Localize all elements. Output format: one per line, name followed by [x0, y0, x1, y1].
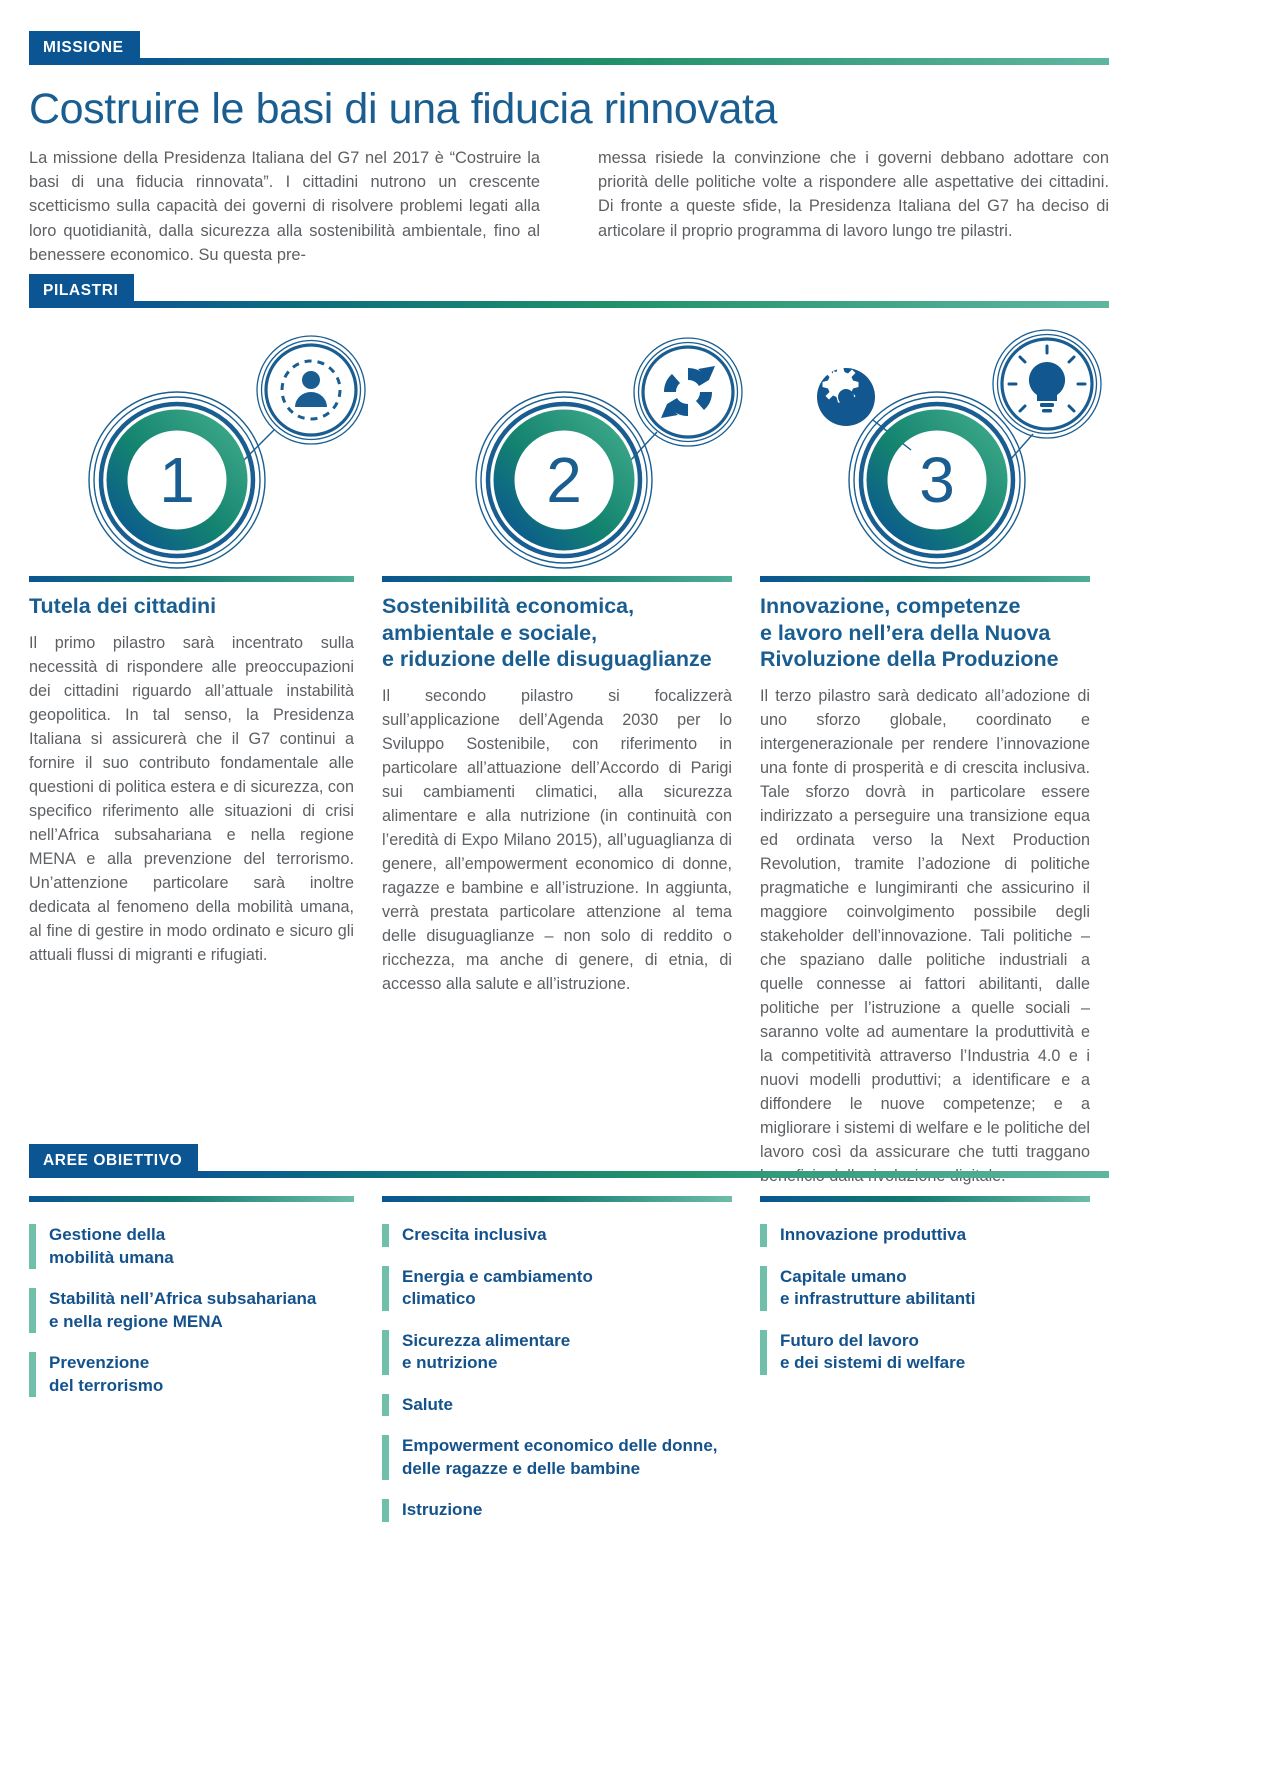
pillar-number-1: 1 [159, 444, 195, 516]
pillar-1-accent-bar [29, 576, 354, 582]
pillar-2-graphic [404, 322, 764, 572]
bullet-tick-icon [29, 1288, 36, 1333]
mission-section [29, 31, 1109, 267]
areas-2-accent-bar [382, 1196, 732, 1202]
pillar-3-accent-bar [760, 576, 1090, 582]
areas-column-3 [760, 1196, 1090, 1541]
bullet-tick-icon [382, 1266, 389, 1311]
recycle-arrows-icon [661, 366, 715, 418]
mission-section-header [29, 31, 1109, 65]
list-item[interactable] [382, 1499, 732, 1522]
person-icon-head [302, 371, 320, 389]
areas-1-accent-bar [29, 1196, 354, 1202]
pillar-badges [0, 322, 1280, 572]
pillar-2-title: Sostenibilità economica, ambientale e sociale, e riduzione delle disuguaglianze [382, 594, 712, 671]
bullet-tick-icon [382, 1435, 389, 1480]
area-label: Istruzione [402, 1500, 483, 1519]
pillar-1-body: Il primo pilastro sarà incentrato sulla necessità di rispondere alle preoccupazioni dei cittadini riguardo all’attuale instabilità geopolitica. In tal senso, la Presidenza Italiana si assicurerà che il G7 continui a fornire il suo contributo fondamentale alle questioni di politica estera e di sicurezza, con specifico riferimento alle situazioni di crisi nell’Africa subsahariana e nella regione MENA e alla prevenzione del terrorismo. Un’attenzione particolare sarà inoltre dedicata al fenomeno della mobilità umana, al fine di gestire in modo ordinato e sicuro gli attuali flussi di migranti e rifugiati. [29, 633, 354, 964]
list-item[interactable] [382, 1394, 732, 1417]
bullet-tick-icon [382, 1499, 389, 1522]
areas-column-2 [382, 1196, 732, 1541]
mission-tag: MISSIONE [29, 31, 140, 65]
pillars-header-row [29, 274, 1109, 308]
pillar-3-graphic [785, 322, 1145, 572]
pillars-tag: PILASTRI [29, 274, 134, 308]
mission-paragraph-left: La missione della Presidenza Italiana del G7 nel 2017 è “Costruire la basi di una fiducia rinnovata”. I cittadini nutrono un crescente scetticismo sulla capacità dei governi di risolvere problemi legati alla loro quotidianità, dalla sicurezza alla sostenibilità ambientale, fino al benessere economico. Su questa pre- [29, 149, 540, 264]
pillars-section-header [29, 274, 1109, 308]
areas-section-header [29, 1144, 1109, 1178]
area-label: Salute [402, 1394, 454, 1414]
list-item[interactable] [29, 1352, 354, 1397]
mission-columns [29, 146, 1109, 267]
pillar-badge-2 [404, 322, 764, 572]
pillar-3-title: Innovazione, competenze e lavoro nell’era della Nuova Rivoluzione della Produzione [760, 594, 1059, 671]
bullet-tick-icon [760, 1224, 767, 1247]
pillar-column-3 [760, 576, 1090, 1188]
list-item[interactable] [29, 1288, 354, 1333]
pillar-1-title: Tutela dei cittadini [29, 594, 217, 618]
pillar-badge-3 [785, 322, 1145, 572]
page-title: Costruire le basi di una fiducia rinnovata [29, 85, 778, 133]
list-item[interactable] [382, 1266, 732, 1311]
pillar-text-columns [29, 576, 1109, 1188]
bullet-tick-icon [382, 1224, 389, 1247]
list-item[interactable] [382, 1435, 732, 1480]
bullet-tick-icon [382, 1394, 389, 1417]
area-label: Futuro del lavoro e dei sistemi di welfare [780, 1330, 966, 1372]
areas-3-accent-bar [760, 1196, 1090, 1202]
bullet-tick-icon [382, 1330, 389, 1375]
list-item[interactable] [760, 1330, 1090, 1375]
list-item[interactable] [760, 1266, 1090, 1311]
areas-columns [29, 1196, 1109, 1541]
pillar-column-1 [29, 576, 354, 1188]
bullet-tick-icon [29, 1352, 36, 1397]
area-label: Empowerment economico delle donne, delle ragazze e delle bambine [402, 1436, 718, 1478]
pillar-number-3: 3 [919, 444, 955, 516]
area-label: Sicurezza alimentare e nutrizione [402, 1330, 571, 1372]
list-item[interactable] [760, 1224, 1090, 1247]
pillars-gradient-rule [134, 301, 1109, 308]
pillar-1-graphic [29, 322, 389, 572]
pillar-badge-1 [29, 322, 389, 572]
pillar-column-2 [382, 576, 732, 1188]
area-label: Crescita inclusiva [402, 1225, 547, 1244]
pillar-3-body: Il terzo pilastro sarà dedicato all’adozione di uno sforzo globale, coordinato e intergenerazionale per rendere l’innovazione una fonte di prosperità e di crescita inclusiva. Tale sforzo dovrà in particolare essere indirizzato a perseguire una transizione equa ed ordinata verso la Next Production Revolution, tramite l’adozione di politiche pragmatiche e lungimiranti che assicurino il maggiore coinvolgimento possibile degli stakeholder dell’innovazione. Tali politiche – che spaziano dalle politiche industriali a quelle connesse ai fattori abilitanti, dalle politiche per l’istruzione a quelle sociali – saranno volte ad aumentare la produttività e la competitività attraverso l’Industria 4.0 e i nuovi modelli produttivi; a identificare e a diffondere le nuove competenze; e a migliorare i sistemi di welfare e le politiche del lavoro così da assicurare che tutti traggano [760, 686, 1090, 1161]
area-label: Gestione della mobilità umana [49, 1225, 174, 1267]
area-label: Stabilità nell’Africa subsahariana e nella regione MENA [49, 1289, 317, 1331]
areas-gradient-rule [198, 1171, 1109, 1178]
bullet-tick-icon [760, 1266, 767, 1311]
area-label: Innovazione produttiva [780, 1225, 967, 1244]
list-item[interactable] [382, 1224, 732, 1247]
areas-column-1 [29, 1196, 354, 1541]
bullet-tick-icon [760, 1330, 767, 1375]
bullet-tick-icon [29, 1224, 36, 1269]
area-label: Energia e cambiamento climatico [402, 1266, 593, 1308]
pillar-2-accent-bar [382, 576, 732, 582]
gear-icon [817, 367, 875, 427]
areas-tag: AREE OBIETTIVO [29, 1144, 198, 1178]
person-icon-body [295, 392, 327, 407]
list-item[interactable] [382, 1330, 732, 1375]
pillar-2-body: Il secondo pilastro si focalizzerà sull’applicazione dell’Agenda 2030 per lo Sviluppo Sostenibile, con riferimento in particolare all’attuazione dell’Accordo di Parigi sui cambiamenti climatici, alla sicurezza alimentare e alla nutrizione (in continuità con l’eredità di Expo Milano 2015), all’uguaglianza di genere, all’empowerment economico di donne, ragazze e bambine e all’istruzione. In aggiunta, verrà prestata particolare attenzione al tema delle disuguaglianze – non solo di reddito o ricchezza, ma anche di genere, di etnia, di accesso alla salute e all’istruzione. [382, 686, 732, 993]
list-item[interactable] [29, 1224, 354, 1269]
area-label: Prevenzione del terrorismo [49, 1353, 164, 1395]
pillar-number-2: 2 [546, 444, 582, 516]
mission-gradient-rule [140, 58, 1109, 65]
areas-header-row [29, 1144, 1109, 1178]
mission-paragraph-right: messa risiede la convinzione che i governi debbano adottare con priorità delle politiche volte a rispondere alle aspettative dei cittadini. Di fronte a queste sfide, la Presidenza Italiana del G7 ha deciso di articolare il proprio programma di lavoro lungo tre pilastri. [598, 149, 1109, 240]
lightbulb-icon [1009, 346, 1085, 413]
area-label: Capitale umano e infrastrutture abilitanti [780, 1266, 976, 1308]
